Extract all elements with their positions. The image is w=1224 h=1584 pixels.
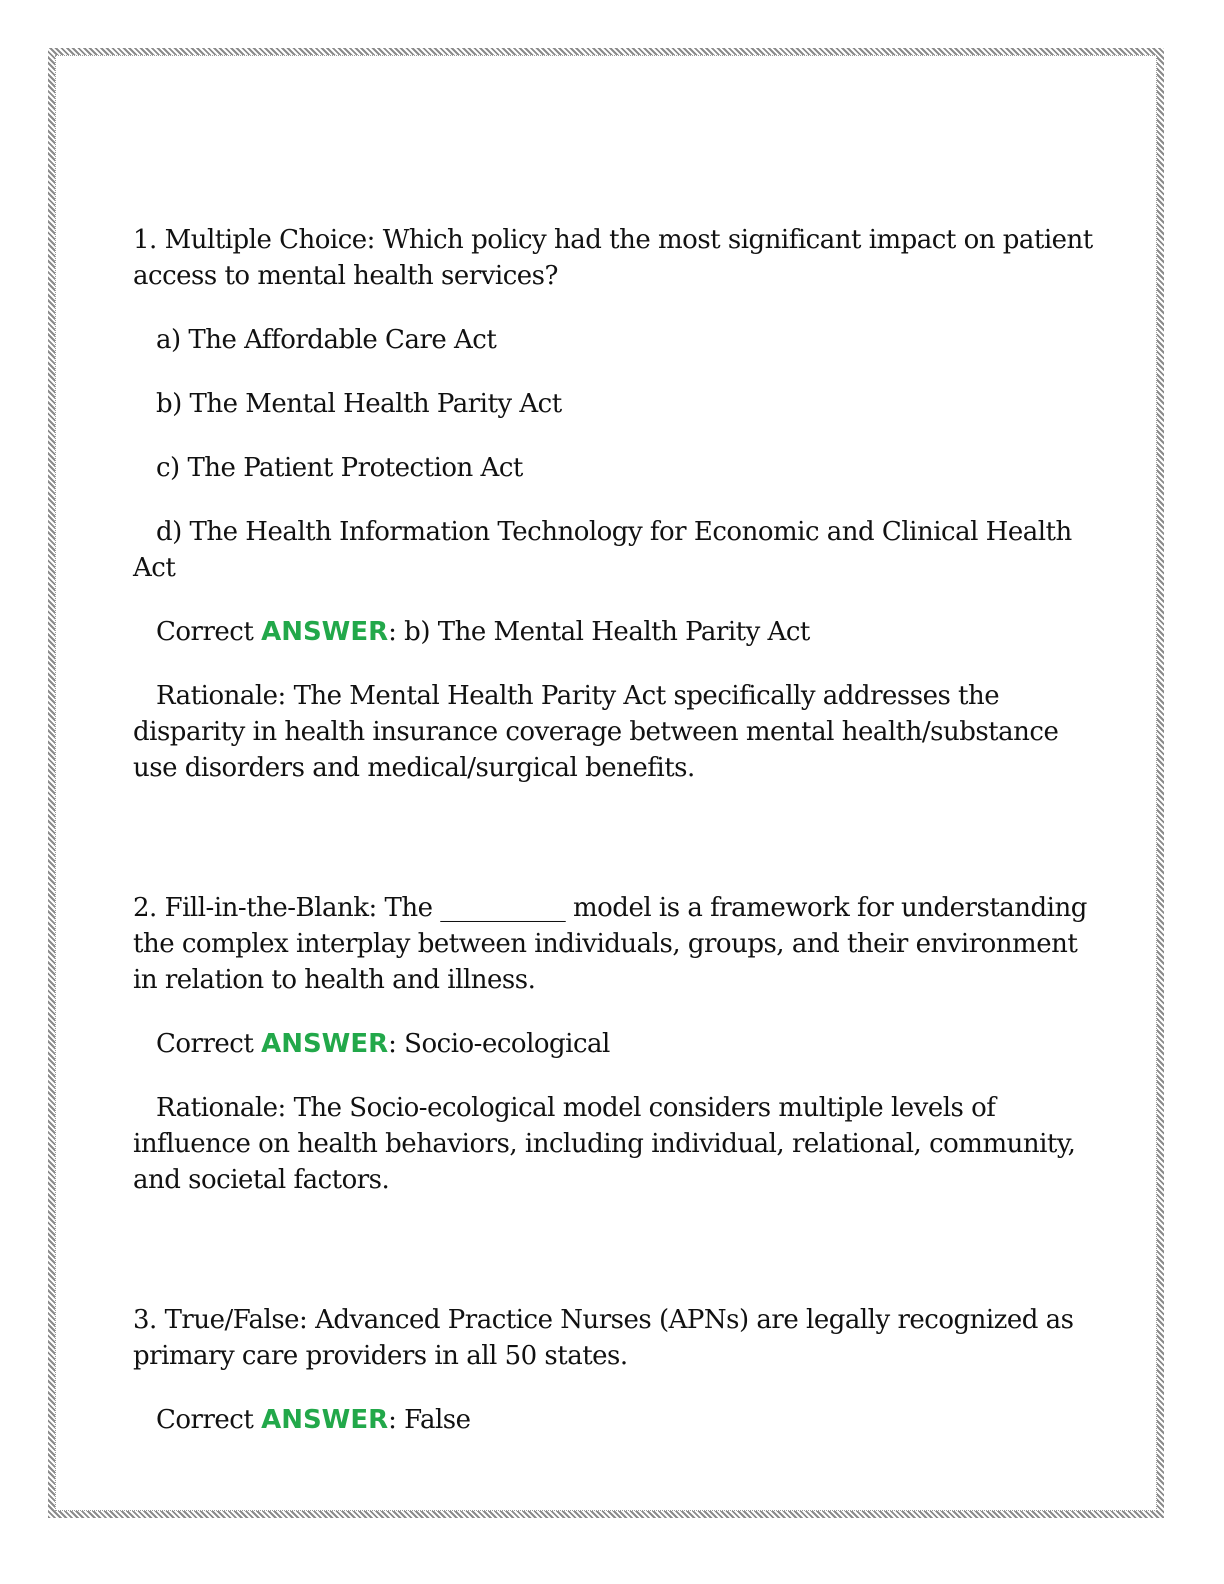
correct-answer [133,1026,1093,1062]
answer-label: ANSWER [261,617,389,647]
answer-value: : b) The Mental Health Parity Act [388,617,810,647]
option-d: d) The Health Information Technology for Economic and Clinical Health Act [133,517,1072,583]
answer-prefix: Correct [156,617,262,647]
answer-value: : False [388,1405,471,1435]
option-a: a) The Affordable Care Act [156,325,497,355]
correct-answer [133,614,1093,650]
answer-label: ANSWER [261,1405,389,1435]
question-prompt: 3. True/False: Advanced Practice Nurses (APNs) are legally recognized as primary care providers in all 50 states. [133,1305,1074,1371]
question-spacer [133,814,1093,890]
question-prompt: 2. Fill-in-the-Blank: The __________ model is a framework for understanding the complex interplay between individuals, groups, and their environment in relation to health and illness. [133,893,1087,995]
question-1 [133,222,1093,786]
question-prompt: 1. Multiple Choice: Which policy had the most significant impact on patient access to mental health services? [133,225,1093,291]
question-3 [133,1302,1093,1438]
option-b: b) The Mental Health Parity Act [156,389,562,419]
question-2 [133,890,1093,1198]
rationale: Rationale: The Mental Health Parity Act specifically addresses the disparity in health insurance coverage between mental health/substance use disorders and medical/surgical benefits. [133,681,1059,783]
option-c: c) The Patient Protection Act [156,453,523,483]
correct-answer [133,1402,1093,1438]
document-body [133,222,1093,1466]
answer-prefix: Correct [156,1029,262,1059]
question-spacer [133,1226,1093,1302]
rationale: Rationale: The Socio-ecological model considers multiple levels of influence on health behaviors, including individual, relational, community, and societal factors. [133,1093,1076,1195]
answer-value: : Socio-ecological [388,1029,610,1059]
answer-prefix: Correct [156,1405,262,1435]
answer-label: ANSWER [261,1029,389,1059]
